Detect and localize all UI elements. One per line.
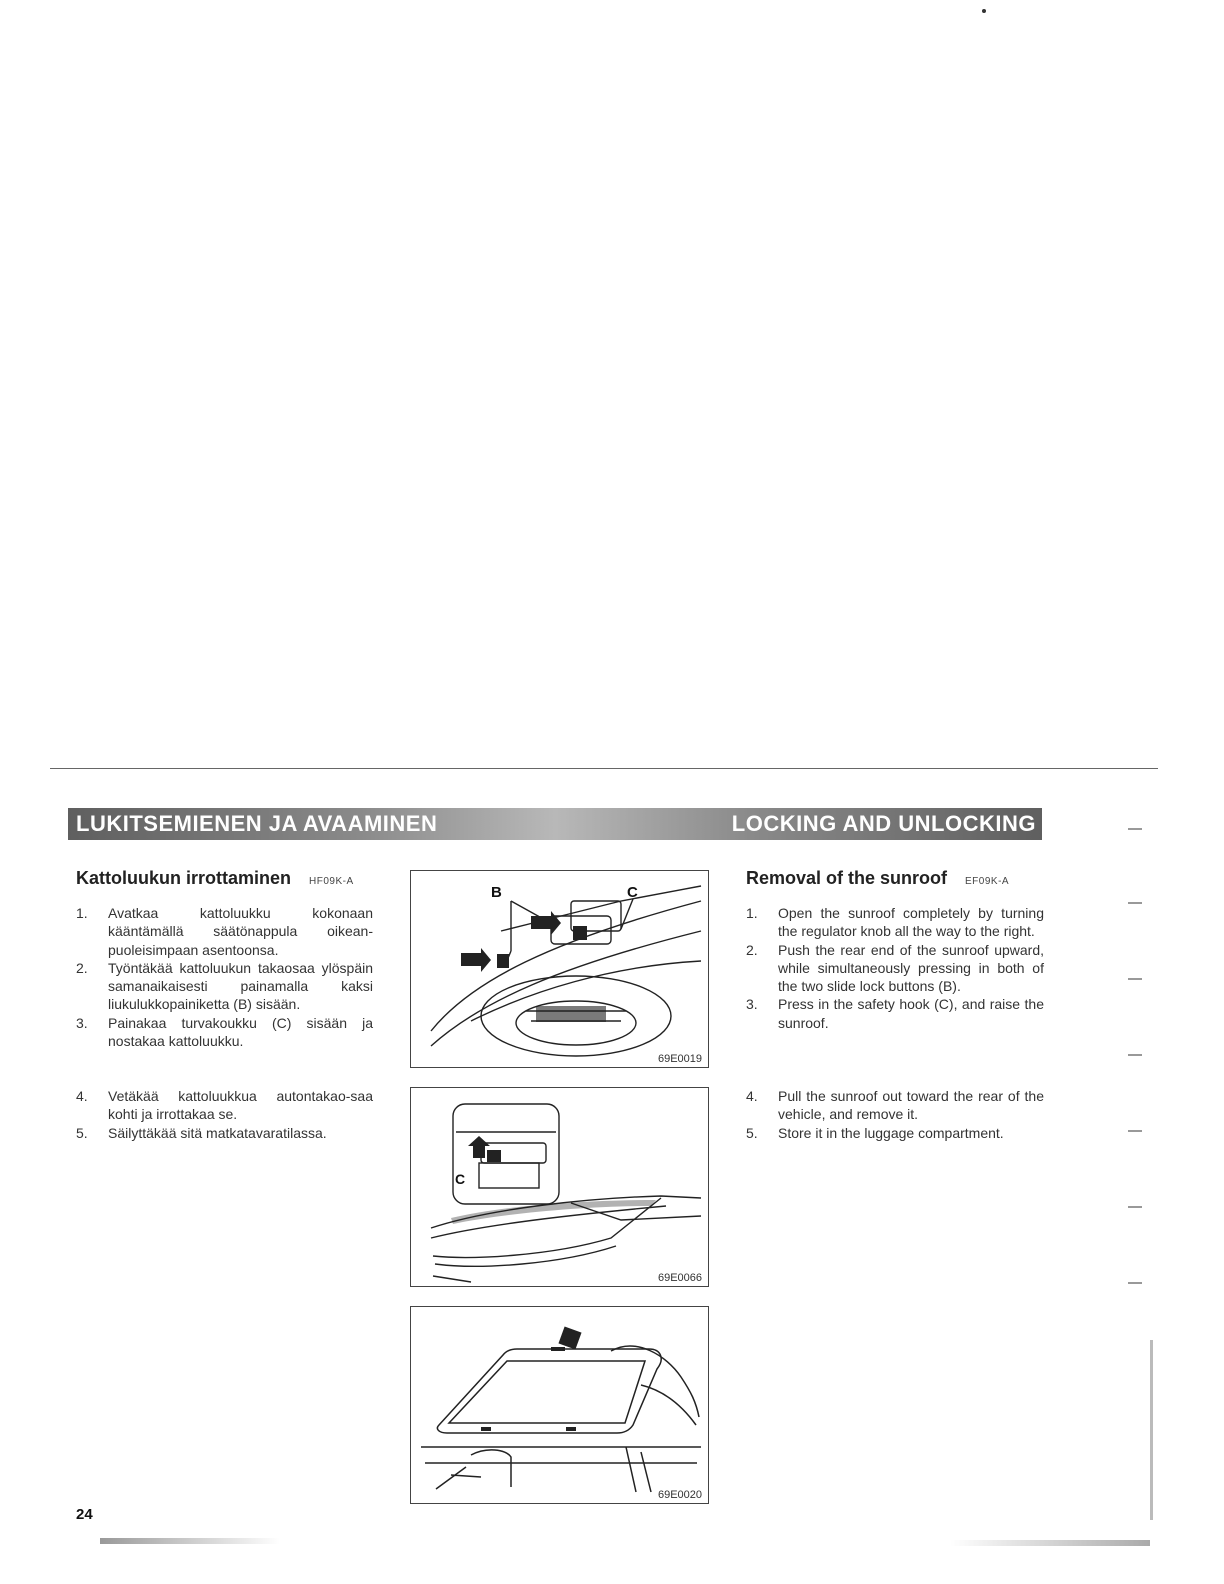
figure-code: 69E0019 — [657, 1053, 702, 1065]
page-number: 24 — [76, 1506, 93, 1523]
list-item: 4. Pull the sunroof out toward the rear of the vehicle, and remove it. — [746, 1088, 1044, 1123]
list-item: 2. Työntäkää kattoluukun takaosaa ylöspäin samanaikaisesti painamalla kaksi liukulukkopainiketta (B) sisään. — [76, 959, 373, 1013]
figure-remove-sunroof — [410, 1306, 709, 1504]
edge-mark — [1128, 1130, 1142, 1132]
top-rule — [50, 768, 1158, 769]
english-section-title — [746, 868, 1009, 889]
english-steps-part1 — [746, 904, 1044, 1032]
list-item: 3. Painakaa turvakoukku (C) sisään ja nostakaa kattoluukku. — [76, 1014, 373, 1050]
edge-mark — [1128, 1282, 1142, 1284]
finnish-steps-part2 — [76, 1087, 373, 1142]
banner-title-english: LOCKING AND UNLOCKING — [731, 811, 1036, 836]
edge-mark — [1128, 828, 1142, 830]
illustration-remove-panel — [411, 1307, 708, 1503]
finnish-section-code: HF09K-A — [309, 876, 354, 887]
scan-edge-shadow — [950, 1540, 1150, 1546]
list-item: 3. Press in the safety hook (C), and raise the sunroof. — [746, 996, 1044, 1031]
edge-mark — [1128, 902, 1142, 904]
callout-label-c: C — [627, 884, 638, 901]
edge-mark — [1128, 1206, 1142, 1208]
edge-mark — [1128, 978, 1142, 980]
illustration-safety-hook — [411, 1088, 708, 1286]
figure-code: 69E0020 — [657, 1489, 702, 1501]
finnish-steps-part1 — [76, 904, 373, 1050]
figure-code: 69E0066 — [657, 1272, 702, 1284]
figure-safety-hook — [410, 1087, 709, 1287]
banner-title-finnish: LUKITSEMIENEN JA AVAAMINEN — [76, 811, 438, 836]
list-item: 4. Vetäkää kattoluukkua autontakao-saa kohti ja irrottakaa se. — [76, 1088, 373, 1123]
english-steps-part2 — [746, 1087, 1044, 1142]
english-section-code: EF09K-A — [965, 876, 1010, 887]
callout-label-b: B — [491, 884, 502, 901]
list-item: 2. Push the rear end of the sunroof upward, while simultaneously pressing in both of the two slide lock buttons (B). — [746, 941, 1044, 995]
finnish-title-text: Kattoluukun irrottaminen — [76, 868, 291, 888]
scan-edge-shadow — [100, 1538, 280, 1544]
callout-label-c: C — [455, 1171, 466, 1187]
list-item: 5. Store it in the luggage compartment. — [746, 1124, 1004, 1141]
figure-slide-lock-buttons — [410, 870, 709, 1068]
english-title-text: Removal of the sunroof — [746, 868, 948, 888]
illustration-roof-lock — [411, 871, 708, 1067]
list-item: 1. Open the sunroof completely by turning the regulator knob all the way to the right. — [746, 905, 1044, 940]
list-item: 1. Avatkaa kattoluukku kokonaan kääntämällä säätönappula oikean-puoleisimpaan asentoonsa. — [76, 905, 373, 958]
print-speck — [982, 9, 986, 13]
finnish-section-title — [76, 868, 354, 889]
scan-edge-shadow — [1150, 1340, 1153, 1520]
section-banner — [68, 808, 1042, 840]
list-item: 5. Säilyttäkää sitä matkatavaratilassa. — [76, 1124, 327, 1141]
edge-mark — [1128, 1054, 1142, 1056]
